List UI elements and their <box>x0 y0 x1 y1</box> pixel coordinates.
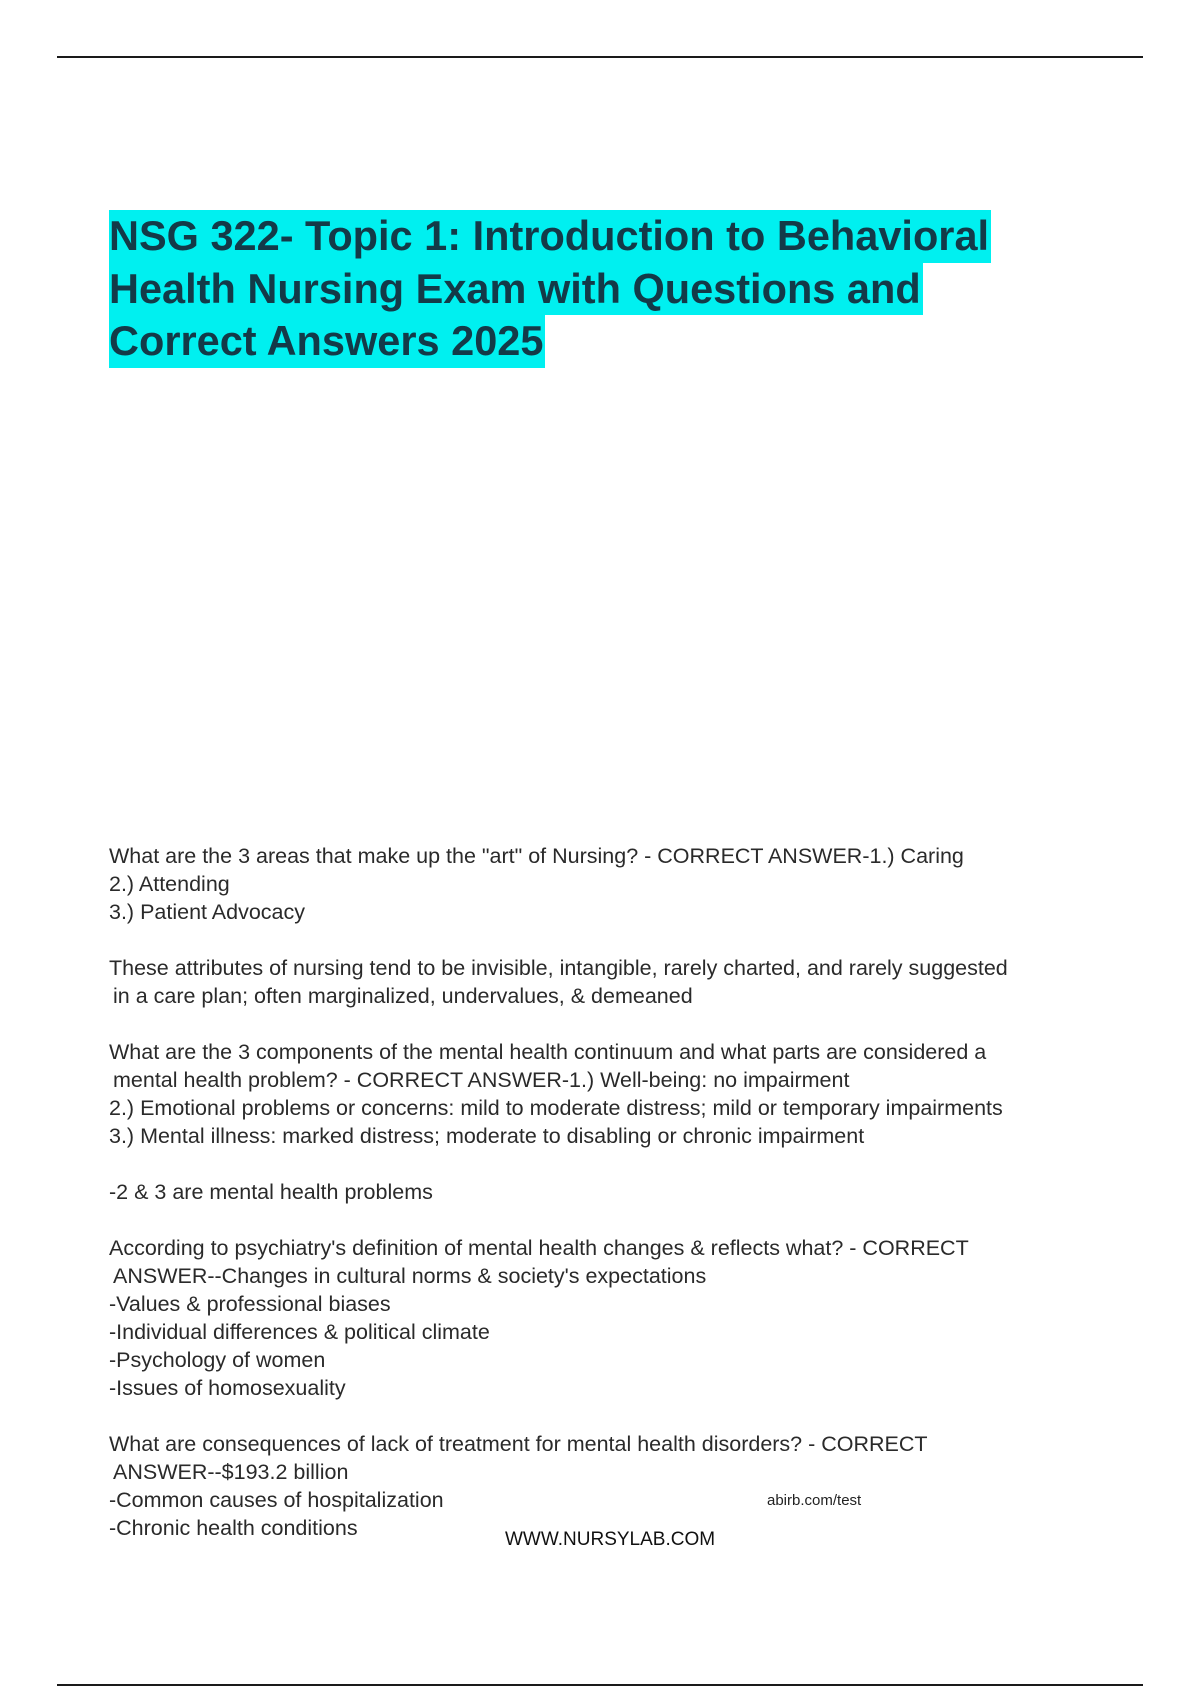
document-body <box>109 842 1159 1570</box>
qa-paragraph <box>109 1038 1159 1150</box>
paragraph-line: ANSWER--Changes in cultural norms & society's expectations <box>113 1264 707 1288</box>
paragraph-line: ANSWER--$193.2 billion <box>113 1460 349 1484</box>
paragraph-line: These attributes of nursing tend to be invisible, intangible, rarely charted, and rarely suggested <box>109 956 1008 980</box>
source-link[interactable]: abirb.com/test <box>767 1492 862 1509</box>
paragraph-line: What are the 3 areas that make up the "art" of Nursing? - CORRECT ANSWER-1.) Caring <box>109 844 964 868</box>
document-title <box>109 210 1109 368</box>
paragraph-line: in a care plan; often marginalized, undervalues, & demeaned <box>113 984 693 1008</box>
paragraph-line: 2.) Emotional problems or concerns: mild to moderate distress; mild or temporary impairments <box>109 1096 1003 1120</box>
paragraph-line: 3.) Patient Advocacy <box>109 900 305 924</box>
paragraph-line: What are the 3 components of the mental health continuum and what parts are considered a <box>109 1040 987 1064</box>
qa-paragraph <box>109 954 1159 1010</box>
bottom-rule <box>57 1684 1143 1686</box>
paragraph-line: -Issues of homosexuality <box>109 1376 346 1400</box>
qa-paragraph <box>109 1234 1159 1402</box>
qa-paragraph <box>109 1430 1159 1542</box>
paragraph-line: According to psychiatry's definition of mental health changes & reflects what? - CORRECT <box>109 1236 969 1260</box>
paragraph-line: -Psychology of women <box>109 1348 326 1372</box>
paragraph-line: What are consequences of lack of treatment for mental health disorders? - CORRECT <box>109 1432 928 1456</box>
paragraph-line: -Common causes of hospitalization <box>109 1488 444 1512</box>
title-line: Correct Answers 2025 <box>109 315 545 368</box>
qa-paragraph <box>109 842 1159 926</box>
title-line: NSG 322- Topic 1: Introduction to Behavioral <box>109 210 991 263</box>
top-rule <box>57 56 1143 58</box>
qa-paragraph <box>109 1178 1159 1206</box>
title-line: Health Nursing Exam with Questions and <box>109 263 923 316</box>
paragraph-line: -Values & professional biases <box>109 1292 391 1316</box>
paragraph-line: -Individual differences & political climate <box>109 1320 490 1344</box>
paragraph-line: -2 & 3 are mental health problems <box>109 1180 433 1204</box>
paragraph-line: 3.) Mental illness: marked distress; moderate to disabling or chronic impairment <box>109 1124 865 1148</box>
paragraph-line: -Chronic health conditions <box>109 1516 358 1540</box>
paragraph-line: mental health problem? - CORRECT ANSWER-1.) Well-being: no impairment <box>113 1068 850 1092</box>
paragraph-line: 2.) Attending <box>109 872 230 896</box>
footer-website: WWW.NURSYLAB.COM <box>505 1529 716 1550</box>
